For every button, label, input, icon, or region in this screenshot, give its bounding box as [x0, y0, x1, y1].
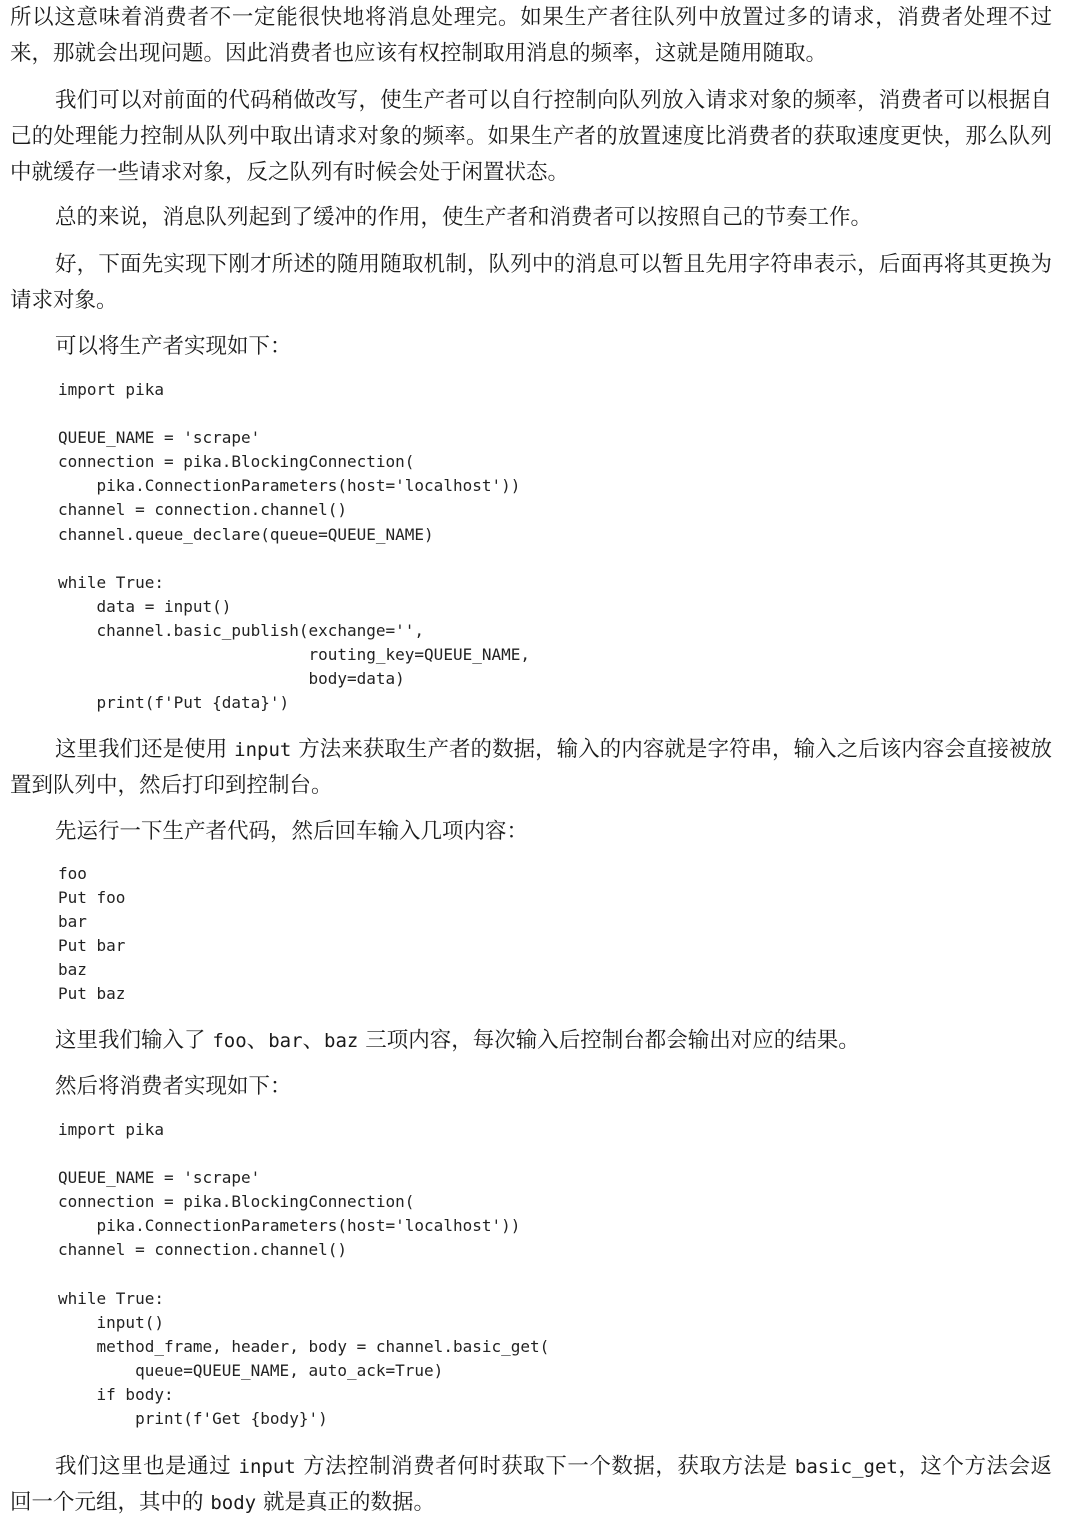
paragraph-run-producer: 先运行一下生产者代码，然后回车输入几项内容：	[55, 819, 529, 844]
text-fragment: 方法控制消费者何时获取下一个数据，获取方法是	[295, 1454, 795, 1479]
paragraph-implementation-intro: 好，下面先实现下刚才所述的随用随取机制，队列中的消息可以暂且先用字符串表示，后面再将其更换为请求对象。	[10, 252, 1052, 313]
separator: 、	[302, 1028, 325, 1053]
text-fragment: ，这个方法会返回一个元组，其中的	[10, 1454, 1053, 1515]
inline-code-baz: baz	[324, 1030, 359, 1052]
inline-code-input: input	[238, 1456, 296, 1478]
text-fragment: 这里我们输入了	[55, 1028, 213, 1053]
paragraph-consumer-speed: 所以这意味着消费者不一定能很快地将消息处理完。如果生产者往队列中放置过多的请求，消费者处理不过来，那就会出现问题。因此消费者也应该有权控制取用消息的频率，这就是随用随取。	[10, 5, 1052, 66]
text-fragment: 方法来获取生产者的数据，输入的内容就是字符串，输入之后该内容会直接被放置到队列中，然后打印到控制台。	[10, 737, 1052, 798]
inline-code-body: body	[210, 1492, 257, 1514]
inline-code-bar: bar	[268, 1030, 303, 1052]
paragraph-frequency-control: 我们可以对前面的代码稍做改写，使生产者可以自行控制向队列放入请求对象的频率，消费者可以根据自己的处理能力控制从队列中取出请求对象的频率。如果生产者的放置速度比消费者的获取速度更快，那么队列中就缓存一些请求对象，反之队列有时候会处于闲置状态。	[10, 88, 1052, 185]
paragraph-producer-intro: 可以将生产者实现如下：	[55, 334, 292, 359]
inline-code-foo: foo	[212, 1030, 247, 1052]
inline-code-basic-get: basic_get	[794, 1456, 898, 1478]
text-fragment: 这里我们还是使用	[55, 737, 235, 762]
paragraph-consumer-explanation	[10, 1449, 1052, 1521]
paragraph-input-results	[10, 1023, 1052, 1059]
text-fragment: 就是真正的数据。	[256, 1490, 435, 1515]
console-output-block: foo Put foo bar Put bar baz Put baz	[58, 864, 126, 1004]
consumer-code-block: import pika QUEUE_NAME = 'scrape' connection = pika.BlockingConnection( pika.ConnectionParameters(host='localhost')) channel = connection.channel() while True: input() method_frame, header, body = channel.basic_get( queue=QUEUE_NAME, auto_ack=True) if body: print(f'Get {body}')	[58, 1120, 550, 1429]
paragraph-consumer-intro: 然后将消费者实现如下：	[55, 1074, 292, 1099]
paragraph-producer-explanation	[10, 732, 1052, 804]
text-fragment: 三项内容，每次输入后控制台都会输出对应的结果。	[358, 1028, 860, 1053]
text-fragment: 我们这里也是通过	[55, 1454, 239, 1479]
producer-code-block: import pika QUEUE_NAME = 'scrape' connection = pika.BlockingConnection( pika.ConnectionParameters(host='localhost')) channel = connection.channel() channel.queue_declare(queue=QUEUE_NAME) while True: data = input() channel.basic_publish(exchange='', routing_key=QUEUE_NAME, body=data) print(f'Put {data}')	[58, 380, 531, 713]
separator: 、	[246, 1028, 269, 1053]
inline-code-input: input	[234, 739, 292, 761]
paragraph-buffer-summary: 总的来说，消息队列起到了缓冲的作用，使生产者和消费者可以按照自己的节奏工作。	[55, 205, 873, 230]
